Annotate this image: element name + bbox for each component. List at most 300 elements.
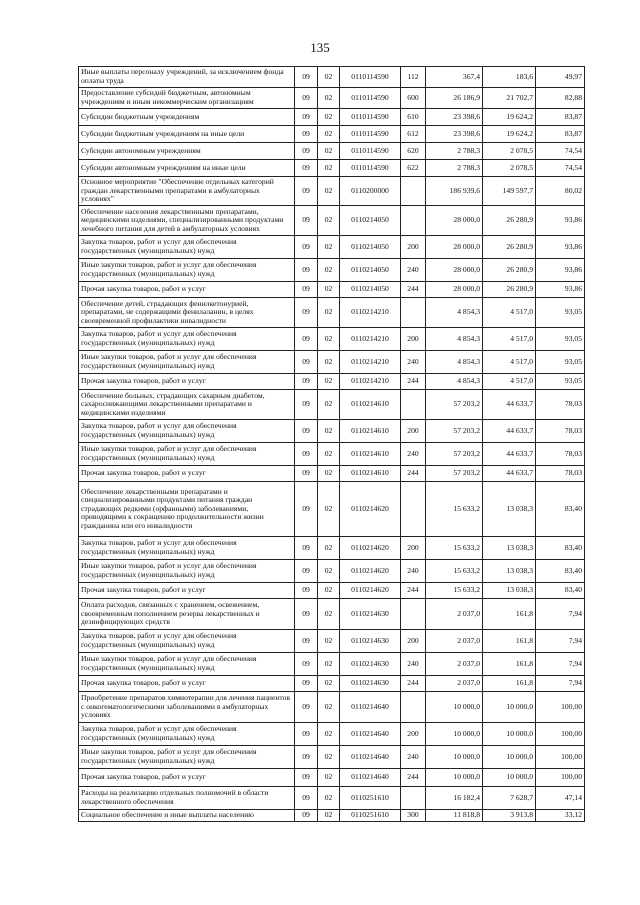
subsection-code-cell: 02 bbox=[318, 160, 340, 177]
expense-type-cell: 240 bbox=[401, 259, 426, 282]
expense-type-cell: 620 bbox=[401, 143, 426, 160]
table-row bbox=[79, 259, 585, 282]
actual-amount-cell: 3 913,8 bbox=[483, 810, 536, 822]
section-code-cell: 09 bbox=[295, 769, 318, 787]
target-article-cell: 0110214610 bbox=[340, 390, 401, 420]
target-article-cell: 0110214620 bbox=[340, 560, 401, 583]
execution-percent-cell: 83,40 bbox=[536, 560, 585, 583]
target-article-cell: 0110214210 bbox=[340, 328, 401, 351]
table-row bbox=[79, 723, 585, 746]
target-article-cell: 0110214210 bbox=[340, 351, 401, 374]
planned-amount-cell: 2 037,0 bbox=[426, 599, 483, 630]
target-article-cell: 0110214640 bbox=[340, 692, 401, 723]
section-code-cell: 09 bbox=[295, 583, 318, 599]
planned-amount-cell: 23 398,6 bbox=[426, 126, 483, 143]
subsection-code-cell: 02 bbox=[318, 769, 340, 787]
execution-percent-cell: 78,03 bbox=[536, 390, 585, 420]
execution-percent-cell: 93,05 bbox=[536, 374, 585, 390]
planned-amount-cell: 15 633,2 bbox=[426, 482, 483, 537]
section-code-cell: 09 bbox=[295, 676, 318, 692]
table-row bbox=[79, 583, 585, 599]
section-code-cell: 09 bbox=[295, 630, 318, 653]
execution-percent-cell: 83,87 bbox=[536, 126, 585, 143]
expense-type-cell: 240 bbox=[401, 443, 426, 466]
subsection-code-cell: 02 bbox=[318, 443, 340, 466]
actual-amount-cell: 21 702,7 bbox=[483, 88, 536, 109]
section-code-cell: 09 bbox=[295, 653, 318, 676]
target-article-cell: 0110214610 bbox=[340, 420, 401, 443]
execution-percent-cell: 83,40 bbox=[536, 482, 585, 537]
actual-amount-cell: 26 280,9 bbox=[483, 259, 536, 282]
expense-type-cell: 300 bbox=[401, 810, 426, 822]
subsection-code-cell: 02 bbox=[318, 351, 340, 374]
expense-type-cell: 244 bbox=[401, 769, 426, 787]
section-code-cell: 09 bbox=[295, 787, 318, 810]
target-article-cell: 0110214050 bbox=[340, 206, 401, 236]
row-name-cell: Иные закупки товаров, работ и услуг для обеспечения государственных (муниципальных) нужд bbox=[79, 259, 295, 282]
target-article-cell: 0110114590 bbox=[340, 88, 401, 109]
planned-amount-cell: 2 037,0 bbox=[426, 653, 483, 676]
target-article-cell: 0110214210 bbox=[340, 374, 401, 390]
execution-percent-cell: 7,94 bbox=[536, 676, 585, 692]
actual-amount-cell: 19 624,2 bbox=[483, 126, 536, 143]
table-row bbox=[79, 177, 585, 206]
row-name-cell: Субсидии бюджетным учреждениям на иные цели bbox=[79, 126, 295, 143]
planned-amount-cell: 23 398,6 bbox=[426, 109, 483, 126]
section-code-cell: 09 bbox=[295, 723, 318, 746]
planned-amount-cell: 2 788,3 bbox=[426, 143, 483, 160]
actual-amount-cell: 4 517,0 bbox=[483, 374, 536, 390]
planned-amount-cell: 15 633,2 bbox=[426, 560, 483, 583]
row-name-cell: Основное мероприятие "Обеспечение отдельных категорий граждан лекарственными препаратами в амбулаторных условиях" bbox=[79, 177, 295, 206]
table-row bbox=[79, 351, 585, 374]
table-row bbox=[79, 630, 585, 653]
section-code-cell: 09 bbox=[295, 67, 318, 88]
subsection-code-cell: 02 bbox=[318, 88, 340, 109]
planned-amount-cell: 10 000,0 bbox=[426, 746, 483, 769]
expense-type-cell: 244 bbox=[401, 466, 426, 482]
actual-amount-cell: 161,8 bbox=[483, 676, 536, 692]
target-article-cell: 0110214630 bbox=[340, 676, 401, 692]
actual-amount-cell: 13 038,3 bbox=[483, 560, 536, 583]
execution-percent-cell: 78,03 bbox=[536, 466, 585, 482]
row-name-cell: Закупка товаров, работ и услуг для обеспечения государственных (муниципальных) нужд bbox=[79, 537, 295, 560]
subsection-code-cell: 02 bbox=[318, 420, 340, 443]
expense-type-cell: 240 bbox=[401, 653, 426, 676]
row-name-cell: Обеспечение детей, страдающих фенилкетонурией, препаратами, не содержащими фенилаланин, в целях своевременной профилактики инвалидности bbox=[79, 298, 295, 328]
row-name-cell: Иные закупки товаров, работ и услуг для обеспечения государственных (муниципальных) нужд bbox=[79, 351, 295, 374]
expense-type-cell: 244 bbox=[401, 374, 426, 390]
row-name-cell: Обеспечение лекарственными препаратами и специализированными продуктами питания граждан страдающих редкими (орфанными) заболеваниями, приводящими к сокращению продолжительности жизни гражданина или его инвалидности bbox=[79, 482, 295, 537]
row-name-cell: Социальное обеспечение и иные выплаты населению bbox=[79, 810, 295, 822]
row-name-cell: Иные закупки товаров, работ и услуг для обеспечения государственных (муниципальных) нужд bbox=[79, 560, 295, 583]
expense-type-cell: 200 bbox=[401, 328, 426, 351]
planned-amount-cell: 16 182,4 bbox=[426, 787, 483, 810]
subsection-code-cell: 02 bbox=[318, 653, 340, 676]
actual-amount-cell: 44 633,7 bbox=[483, 443, 536, 466]
subsection-code-cell: 02 bbox=[318, 692, 340, 723]
target-article-cell: 0110214630 bbox=[340, 653, 401, 676]
row-name-cell: Иные закупки товаров, работ и услуг для обеспечения государственных (муниципальных) нужд bbox=[79, 443, 295, 466]
execution-percent-cell: 100,00 bbox=[536, 746, 585, 769]
subsection-code-cell: 02 bbox=[318, 298, 340, 328]
planned-amount-cell: 15 633,2 bbox=[426, 537, 483, 560]
section-code-cell: 09 bbox=[295, 351, 318, 374]
actual-amount-cell: 161,8 bbox=[483, 653, 536, 676]
expense-type-cell bbox=[401, 298, 426, 328]
actual-amount-cell: 183,6 bbox=[483, 67, 536, 88]
execution-percent-cell: 7,94 bbox=[536, 653, 585, 676]
planned-amount-cell: 4 854,3 bbox=[426, 328, 483, 351]
row-name-cell: Обеспечение больных, страдающих сахарным диабетом, сахароснижающими лекарственными препаратами и медицинскими изделиями bbox=[79, 390, 295, 420]
section-code-cell: 09 bbox=[295, 443, 318, 466]
expense-type-cell bbox=[401, 787, 426, 810]
row-name-cell: Закупка товаров, работ и услуг для обеспечения государственных (муниципальных) нужд bbox=[79, 328, 295, 351]
section-code-cell: 09 bbox=[295, 537, 318, 560]
section-code-cell: 09 bbox=[295, 206, 318, 236]
actual-amount-cell: 4 517,0 bbox=[483, 328, 536, 351]
target-article-cell: 0110214640 bbox=[340, 769, 401, 787]
actual-amount-cell: 7 628,7 bbox=[483, 787, 536, 810]
expense-type-cell: 240 bbox=[401, 560, 426, 583]
planned-amount-cell: 28 000,0 bbox=[426, 236, 483, 259]
target-article-cell: 0110214210 bbox=[340, 298, 401, 328]
row-name-cell: Закупка товаров, работ и услуг для обеспечения государственных (муниципальных) нужд bbox=[79, 420, 295, 443]
target-article-cell: 0110214620 bbox=[340, 583, 401, 599]
table-row bbox=[79, 67, 585, 88]
actual-amount-cell: 4 517,0 bbox=[483, 298, 536, 328]
actual-amount-cell: 10 000,0 bbox=[483, 746, 536, 769]
row-name-cell: Субсидии автономным учреждениям bbox=[79, 143, 295, 160]
planned-amount-cell: 367,4 bbox=[426, 67, 483, 88]
expense-type-cell: 240 bbox=[401, 746, 426, 769]
table-row bbox=[79, 88, 585, 109]
subsection-code-cell: 02 bbox=[318, 787, 340, 810]
planned-amount-cell: 15 633,2 bbox=[426, 583, 483, 599]
planned-amount-cell: 57 203,2 bbox=[426, 390, 483, 420]
subsection-code-cell: 02 bbox=[318, 810, 340, 822]
section-code-cell: 09 bbox=[295, 328, 318, 351]
target-article-cell: 0110214050 bbox=[340, 282, 401, 298]
expense-type-cell: 200 bbox=[401, 630, 426, 653]
table-row bbox=[79, 328, 585, 351]
planned-amount-cell: 4 854,3 bbox=[426, 374, 483, 390]
execution-percent-cell: 93,86 bbox=[536, 259, 585, 282]
row-name-cell: Субсидии автономным учреждениям на иные цели bbox=[79, 160, 295, 177]
execution-percent-cell: 93,05 bbox=[536, 328, 585, 351]
target-article-cell: 0110200000 bbox=[340, 177, 401, 206]
execution-percent-cell: 100,00 bbox=[536, 723, 585, 746]
table-row bbox=[79, 787, 585, 810]
target-article-cell: 0110114590 bbox=[340, 160, 401, 177]
subsection-code-cell: 02 bbox=[318, 177, 340, 206]
table-row bbox=[79, 143, 585, 160]
execution-percent-cell: 93,05 bbox=[536, 351, 585, 374]
section-code-cell: 09 bbox=[295, 560, 318, 583]
table-row bbox=[79, 482, 585, 537]
table-row bbox=[79, 206, 585, 236]
subsection-code-cell: 02 bbox=[318, 630, 340, 653]
expense-type-cell bbox=[401, 177, 426, 206]
target-article-cell: 0110214050 bbox=[340, 236, 401, 259]
actual-amount-cell: 26 280,9 bbox=[483, 282, 536, 298]
target-article-cell: 0110214610 bbox=[340, 443, 401, 466]
table-row bbox=[79, 560, 585, 583]
target-article-cell: 0110214050 bbox=[340, 259, 401, 282]
actual-amount-cell: 44 633,7 bbox=[483, 390, 536, 420]
expense-type-cell bbox=[401, 599, 426, 630]
actual-amount-cell: 161,8 bbox=[483, 630, 536, 653]
planned-amount-cell: 4 854,3 bbox=[426, 351, 483, 374]
planned-amount-cell: 10 000,0 bbox=[426, 723, 483, 746]
row-name-cell: Иные выплаты персоналу учреждений, за исключением фонда оплаты труда bbox=[79, 67, 295, 88]
table-row bbox=[79, 746, 585, 769]
subsection-code-cell: 02 bbox=[318, 328, 340, 351]
table-row bbox=[79, 109, 585, 126]
expense-type-cell: 612 bbox=[401, 126, 426, 143]
expense-type-cell: 240 bbox=[401, 351, 426, 374]
row-name-cell: Закупка товаров, работ и услуг для обеспечения государственных (муниципальных) нужд bbox=[79, 723, 295, 746]
planned-amount-cell: 2 037,0 bbox=[426, 676, 483, 692]
section-code-cell: 09 bbox=[295, 420, 318, 443]
table-row bbox=[79, 374, 585, 390]
subsection-code-cell: 02 bbox=[318, 282, 340, 298]
target-article-cell: 0110214640 bbox=[340, 723, 401, 746]
subsection-code-cell: 02 bbox=[318, 206, 340, 236]
row-name-cell: Расходы на реализацию отдельных полномочий в области лекарственного обеспечения bbox=[79, 787, 295, 810]
actual-amount-cell: 26 280,9 bbox=[483, 206, 536, 236]
planned-amount-cell: 57 203,2 bbox=[426, 420, 483, 443]
actual-amount-cell: 10 000,0 bbox=[483, 723, 536, 746]
subsection-code-cell: 02 bbox=[318, 746, 340, 769]
expense-type-cell: 200 bbox=[401, 236, 426, 259]
target-article-cell: 0110251610 bbox=[340, 787, 401, 810]
row-name-cell: Приобретение препаратов химиотерапии для лечения пациентов с онкогематологическими заболеваниями в амбулаторных условиях bbox=[79, 692, 295, 723]
row-name-cell: Прочая закупка товаров, работ и услуг bbox=[79, 374, 295, 390]
subsection-code-cell: 02 bbox=[318, 723, 340, 746]
row-name-cell: Субсидии бюджетным учреждениям bbox=[79, 109, 295, 126]
subsection-code-cell: 02 bbox=[318, 67, 340, 88]
planned-amount-cell: 28 000,0 bbox=[426, 282, 483, 298]
section-code-cell: 09 bbox=[295, 692, 318, 723]
actual-amount-cell: 13 038,3 bbox=[483, 537, 536, 560]
section-code-cell: 09 bbox=[295, 466, 318, 482]
section-code-cell: 09 bbox=[295, 298, 318, 328]
budget-expenditure-table bbox=[78, 66, 585, 822]
row-name-cell: Прочая закупка товаров, работ и услуг bbox=[79, 583, 295, 599]
target-article-cell: 0110214630 bbox=[340, 599, 401, 630]
table-body bbox=[79, 67, 585, 822]
expense-type-cell bbox=[401, 692, 426, 723]
section-code-cell: 09 bbox=[295, 746, 318, 769]
table-row bbox=[79, 236, 585, 259]
expense-type-cell: 622 bbox=[401, 160, 426, 177]
planned-amount-cell: 10 000,0 bbox=[426, 692, 483, 723]
subsection-code-cell: 02 bbox=[318, 259, 340, 282]
target-article-cell: 0110214620 bbox=[340, 537, 401, 560]
execution-percent-cell: 78,03 bbox=[536, 420, 585, 443]
planned-amount-cell: 2 037,0 bbox=[426, 630, 483, 653]
actual-amount-cell: 44 633,7 bbox=[483, 466, 536, 482]
planned-amount-cell: 57 203,2 bbox=[426, 443, 483, 466]
actual-amount-cell: 10 000,0 bbox=[483, 692, 536, 723]
execution-percent-cell: 82,88 bbox=[536, 88, 585, 109]
subsection-code-cell: 02 bbox=[318, 109, 340, 126]
table-row bbox=[79, 537, 585, 560]
table-row bbox=[79, 420, 585, 443]
row-name-cell: Прочая закупка товаров, работ и услуг bbox=[79, 282, 295, 298]
execution-percent-cell: 7,94 bbox=[536, 630, 585, 653]
expense-type-cell: 244 bbox=[401, 676, 426, 692]
actual-amount-cell: 10 000,0 bbox=[483, 769, 536, 787]
expense-type-cell: 112 bbox=[401, 67, 426, 88]
target-article-cell: 0110214640 bbox=[340, 746, 401, 769]
section-code-cell: 09 bbox=[295, 374, 318, 390]
expense-type-cell bbox=[401, 482, 426, 537]
target-article-cell: 0110114590 bbox=[340, 126, 401, 143]
section-code-cell: 09 bbox=[295, 282, 318, 298]
row-name-cell: Иные закупки товаров, работ и услуг для обеспечения государственных (муниципальных) нужд bbox=[79, 746, 295, 769]
execution-percent-cell: 33,12 bbox=[536, 810, 585, 822]
table-row bbox=[79, 810, 585, 822]
table-row bbox=[79, 390, 585, 420]
execution-percent-cell: 83,40 bbox=[536, 537, 585, 560]
section-code-cell: 09 bbox=[295, 143, 318, 160]
expense-type-cell: 244 bbox=[401, 282, 426, 298]
section-code-cell: 09 bbox=[295, 88, 318, 109]
target-article-cell: 0110214620 bbox=[340, 482, 401, 537]
page-number: 135 bbox=[310, 40, 330, 55]
subsection-code-cell: 02 bbox=[318, 560, 340, 583]
target-article-cell: 0110214610 bbox=[340, 466, 401, 482]
row-name-cell: Иные закупки товаров, работ и услуг для обеспечения государственных (муниципальных) нужд bbox=[79, 653, 295, 676]
table-row bbox=[79, 466, 585, 482]
planned-amount-cell: 28 000,0 bbox=[426, 259, 483, 282]
planned-amount-cell: 11 818,8 bbox=[426, 810, 483, 822]
actual-amount-cell: 13 038,3 bbox=[483, 482, 536, 537]
actual-amount-cell: 19 624,2 bbox=[483, 109, 536, 126]
expense-type-cell bbox=[401, 206, 426, 236]
section-code-cell: 09 bbox=[295, 109, 318, 126]
row-name-cell: Обеспечение населения лекарственными препаратами, медицинскими изделиями, специализированными продуктами лечебного питания для детей в амбулаторных условиях bbox=[79, 206, 295, 236]
subsection-code-cell: 02 bbox=[318, 390, 340, 420]
target-article-cell: 0110114590 bbox=[340, 109, 401, 126]
table-row bbox=[79, 599, 585, 630]
subsection-code-cell: 02 bbox=[318, 236, 340, 259]
expense-type-cell: 200 bbox=[401, 537, 426, 560]
target-article-cell: 0110214630 bbox=[340, 630, 401, 653]
table-row bbox=[79, 282, 585, 298]
subsection-code-cell: 02 bbox=[318, 599, 340, 630]
execution-percent-cell: 100,00 bbox=[536, 769, 585, 787]
execution-percent-cell: 100,00 bbox=[536, 692, 585, 723]
table-row bbox=[79, 443, 585, 466]
execution-percent-cell: 83,40 bbox=[536, 583, 585, 599]
actual-amount-cell: 2 078,5 bbox=[483, 160, 536, 177]
expense-type-cell bbox=[401, 390, 426, 420]
execution-percent-cell: 83,87 bbox=[536, 109, 585, 126]
section-code-cell: 09 bbox=[295, 482, 318, 537]
execution-percent-cell: 93,86 bbox=[536, 282, 585, 298]
expense-type-cell: 200 bbox=[401, 420, 426, 443]
actual-amount-cell: 44 633,7 bbox=[483, 420, 536, 443]
planned-amount-cell: 26 186,9 bbox=[426, 88, 483, 109]
execution-percent-cell: 78,03 bbox=[536, 443, 585, 466]
expense-type-cell: 610 bbox=[401, 109, 426, 126]
actual-amount-cell: 4 517,0 bbox=[483, 351, 536, 374]
planned-amount-cell: 28 000,0 bbox=[426, 206, 483, 236]
execution-percent-cell: 80,02 bbox=[536, 177, 585, 206]
row-name-cell: Закупка товаров, работ и услуг для обеспечения государственных (муниципальных) нужд bbox=[79, 236, 295, 259]
table-row bbox=[79, 160, 585, 177]
expense-type-cell: 244 bbox=[401, 583, 426, 599]
row-name-cell: Прочая закупка товаров, работ и услуг bbox=[79, 466, 295, 482]
row-name-cell: Прочая закупка товаров, работ и услуг bbox=[79, 676, 295, 692]
table-row bbox=[79, 298, 585, 328]
subsection-code-cell: 02 bbox=[318, 676, 340, 692]
table-row bbox=[79, 126, 585, 143]
section-code-cell: 09 bbox=[295, 599, 318, 630]
planned-amount-cell: 2 788,3 bbox=[426, 160, 483, 177]
expense-type-cell: 600 bbox=[401, 88, 426, 109]
actual-amount-cell: 26 280,9 bbox=[483, 236, 536, 259]
planned-amount-cell: 57 203,2 bbox=[426, 466, 483, 482]
section-code-cell: 09 bbox=[295, 810, 318, 822]
section-code-cell: 09 bbox=[295, 177, 318, 206]
target-article-cell: 0110251610 bbox=[340, 810, 401, 822]
actual-amount-cell: 161,8 bbox=[483, 599, 536, 630]
section-code-cell: 09 bbox=[295, 259, 318, 282]
subsection-code-cell: 02 bbox=[318, 374, 340, 390]
section-code-cell: 09 bbox=[295, 390, 318, 420]
table-row bbox=[79, 692, 585, 723]
table-row bbox=[79, 769, 585, 787]
row-name-cell: Оплата расходов, связанных с хранением, освежением, своевременным пополнением резерва лекарственных и дезинфицирующих средств bbox=[79, 599, 295, 630]
execution-percent-cell: 74,54 bbox=[536, 143, 585, 160]
expense-type-cell: 200 bbox=[401, 723, 426, 746]
actual-amount-cell: 2 078,5 bbox=[483, 143, 536, 160]
subsection-code-cell: 02 bbox=[318, 537, 340, 560]
row-name-cell: Закупка товаров, работ и услуг для обеспечения государственных (муниципальных) нужд bbox=[79, 630, 295, 653]
subsection-code-cell: 02 bbox=[318, 466, 340, 482]
table-row bbox=[79, 653, 585, 676]
section-code-cell: 09 bbox=[295, 126, 318, 143]
section-code-cell: 09 bbox=[295, 160, 318, 177]
execution-percent-cell: 93,86 bbox=[536, 236, 585, 259]
execution-percent-cell: 7,94 bbox=[536, 599, 585, 630]
actual-amount-cell: 13 038,3 bbox=[483, 583, 536, 599]
execution-percent-cell: 49,97 bbox=[536, 67, 585, 88]
subsection-code-cell: 02 bbox=[318, 583, 340, 599]
target-article-cell: 0110114590 bbox=[340, 67, 401, 88]
subsection-code-cell: 02 bbox=[318, 143, 340, 160]
execution-percent-cell: 93,86 bbox=[536, 206, 585, 236]
planned-amount-cell: 10 000,0 bbox=[426, 769, 483, 787]
planned-amount-cell: 186 939,6 bbox=[426, 177, 483, 206]
execution-percent-cell: 47,14 bbox=[536, 787, 585, 810]
table-row bbox=[79, 676, 585, 692]
execution-percent-cell: 93,05 bbox=[536, 298, 585, 328]
actual-amount-cell: 149 597,7 bbox=[483, 177, 536, 206]
subsection-code-cell: 02 bbox=[318, 482, 340, 537]
row-name-cell: Прочая закупка товаров, работ и услуг bbox=[79, 769, 295, 787]
section-code-cell: 09 bbox=[295, 236, 318, 259]
target-article-cell: 0110114590 bbox=[340, 143, 401, 160]
planned-amount-cell: 4 854,3 bbox=[426, 298, 483, 328]
row-name-cell: Предоставление субсидий бюджетным, автономным учреждениям и иным некоммерческим организациям bbox=[79, 88, 295, 109]
subsection-code-cell: 02 bbox=[318, 126, 340, 143]
execution-percent-cell: 74,54 bbox=[536, 160, 585, 177]
